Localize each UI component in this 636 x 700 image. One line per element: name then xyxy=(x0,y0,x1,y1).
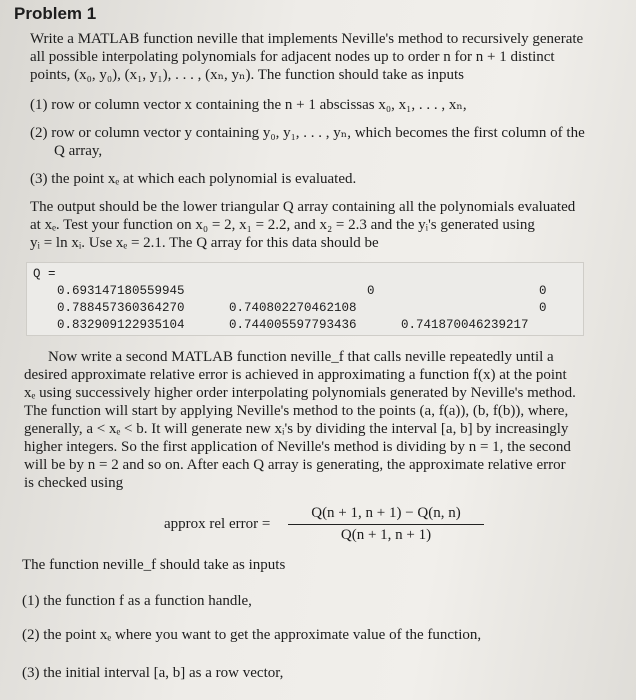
intro-line-1: Write a MATLAB function neville that implements Neville's method to recursively generate xyxy=(30,31,584,47)
formula-fraction xyxy=(288,505,484,544)
q-cell-r1c1: 0.693147180559945 xyxy=(57,284,185,298)
formula-denominator: Q(n + 1, n + 1) xyxy=(340,527,432,543)
nf-input-3: (3) the initial interval [a, b] as a row vector, xyxy=(22,665,284,681)
output-line-1: The output should be the lower triangular Q array containing all the polynomials evaluated xyxy=(30,199,576,215)
part2-line-2: desired approximate relative error is achieved in approximating a function f(x) at the point xyxy=(24,367,567,383)
nf-input-2: (2) the point xₑ where you want to get the approximate value of the function, xyxy=(22,627,482,643)
intro-line-3: points, (x₀, y₀), (x₁, y₁), . . . , (xₙ, yₙ). The function should take as inputs xyxy=(30,67,464,83)
intro-line-2: all possible interpolating polynomials for adjacent nodes up to order n for n + 1 distinct xyxy=(30,49,555,65)
formula-lhs: approx rel error = xyxy=(164,516,271,532)
part2-line-6: higher integers. So the first application of Neville's method is dividing by n = 1, the second xyxy=(24,439,571,455)
part2-line-7: will be by n = 2 and so on. After each Q array is generating, the approximate relative error xyxy=(24,457,566,473)
q-cell-r2c1: 0.788457360364270 xyxy=(57,301,185,315)
part2-line-1: Now write a second MATLAB function neville_f that calls neville repeatedly until a xyxy=(48,349,554,365)
input-item-1: (1) row or column vector x containing the n + 1 abscissas x₀, x₁, . . . , xₙ, xyxy=(30,97,467,113)
q-cell-r3c1: 0.832909122935104 xyxy=(57,318,185,332)
part2-line-4: The function will start by applying Neville's method to the points (a, f(a)), (b, f(b)), where, xyxy=(24,403,569,419)
q-cell-r1c3: 0 xyxy=(539,284,547,298)
q-cell-r3c2: 0.744005597793436 xyxy=(229,318,357,332)
nf-inputs-intro: The function neville_f should take as inputs xyxy=(22,557,286,573)
nf-input-1: (1) the function f as a function handle, xyxy=(22,593,252,609)
q-cell-r1c2: 0 xyxy=(367,284,375,298)
output-line-3: yᵢ = ln xᵢ. Use xₑ = 2.1. The Q array for this data should be xyxy=(30,235,379,251)
part2-line-3: xₑ using successively higher order interpolating polynomials generated by Neville's method. xyxy=(24,385,576,401)
q-cell-r2c2: 0.740802270462108 xyxy=(229,301,357,315)
q-matrix-label: Q = xyxy=(33,267,56,281)
q-matrix-output xyxy=(26,262,584,336)
part2-line-5: generally, a < xₑ < b. It will generate new xᵢ's by dividing the interval [a, b] by increasingly xyxy=(24,421,569,437)
input-item-2: (2) row or column vector y containing y₀, y₁, . . . , yₙ, which becomes the first column of the xyxy=(30,125,585,141)
problem-title: Problem 1 xyxy=(14,4,97,23)
input-item-3: (3) the point xₑ at which each polynomial is evaluated. xyxy=(30,171,357,187)
input-item-2-cont: Q array, xyxy=(54,143,103,159)
fraction-bar xyxy=(288,524,484,525)
output-line-2: at xₑ. Test your function on x₀ = 2, x₁ = 2.2, and x₂ = 2.3 and the yᵢ's generated using xyxy=(30,217,535,233)
formula-numerator: Q(n + 1, n + 1) − Q(n, n) xyxy=(311,505,461,521)
part2-line-8: is checked using xyxy=(24,475,124,491)
q-cell-r3c3: 0.741870046239217 xyxy=(401,318,529,332)
q-cell-r2c3: 0 xyxy=(539,301,547,315)
